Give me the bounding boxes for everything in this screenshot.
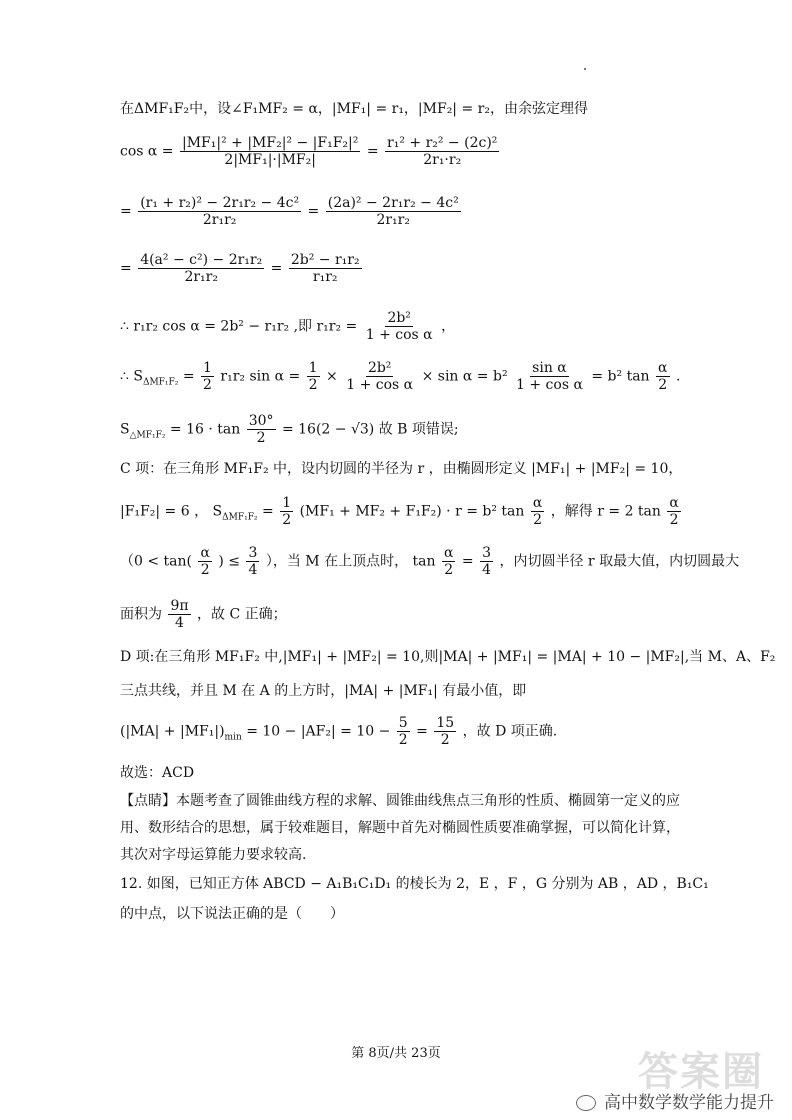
equation-area: ∴ $S_{\Delta MF_1F_2}$ = $\frac{1}{2}$ r₁r₂ sin α = $\frac{1}{2}$ × $\frac{\text{2b²}}{\text{1 + cos α}}$ × sin α = b² $\frac{\text{sin α}}{\text{1 + cos α}}$ = b² tan $\frac{\alpha}{2}$ .	[120, 360, 681, 394]
fraction: $\frac{\text{2b² − r₁r₂}}{\text{r₁r₂}}$	[290, 252, 360, 286]
wechat-icon	[576, 1095, 596, 1111]
fraction: $\frac{\text{r₁² + r₂² − (2c)²}}{\text{2r₁·r₂}}$	[387, 135, 498, 169]
equation-area-value: $S_{\triangle MF_1F_2} = 16 \cdot \tan$ $\frac{30^\circ}{2}$ = 16(2 − √3) 故 B 项错误;	[120, 413, 459, 447]
fraction: $\frac{\text{(r₁ + r₂)² − 2r₁r₂ − 4c²}}{\text{2r₁r₂}}$	[140, 195, 300, 229]
equation-tan-range: （0 < tan( $\frac{\alpha}{2}$ ) ≤ $\frac{3}{4}$ ），当 M 在上顶点时， tan $\frac{\alpha}{2}$ = $\frac{3}{4}$ ，内切圆半径 r 取最大值，内切圆最大	[120, 545, 740, 579]
question-12-cont: 的中点，以下说法正确的是（ ）	[120, 906, 344, 922]
page-footer: 第 8页/共 23页	[351, 1046, 441, 1061]
comment-line-3: 其次对字母运算能力要求较高.	[120, 847, 307, 863]
text-line-d: D 项:在三角形 MF₁F₂ 中,|MF₁| + |MF₂| = 10,则|MA| + |MF₁| = |MA| + 10 − |MF₂|,当 M、A、F₂	[120, 649, 776, 665]
scan-dot	[584, 68, 586, 70]
fraction: $\frac{\text{|MF₁|² + |MF₂|² − |F₁F₂|²}}{\text{2|MF₁|·|MF₂|}}$	[182, 135, 359, 169]
equation-r1r2: ∴ r₁r₂ cos α = 2b² − r₁r₂ ,即 r₁r₂ = $\frac{\text{2b²}}{\text{1 + cos α}}$ ，	[120, 310, 456, 344]
comment-line-1: 【点睛】本题考查了圆锥曲线方程的求解、圆锥曲线焦点三角形的性质、椭圆第一定义的应	[120, 793, 680, 809]
eq-text: cos α =	[120, 143, 174, 160]
text-line-d2: 三点共线，并且 M 在 A 的上方时，|MA| + |MF₁| 有最小值，即	[120, 683, 527, 699]
comment-line-2: 用、数形结合的思想，属于较难题目，解题中首先对椭圆性质要准确掌握，可以简化计算，	[120, 820, 680, 836]
watermark-logo: 答案圈	[638, 1049, 764, 1095]
equation-max-area: 面积为 $\frac{9\pi}{4}$ ，故 C 正确；	[120, 598, 287, 632]
equation-cos-alpha: cos α = $\frac{\text{|MF₁|² + |MF₂|² − |F₁F₂|²}}{\text{2|MF₁|·|MF₂|}}$ = $\frac{\text{r₁² + r₂² − (2c)²}}{\text{2r₁·r₂}}$	[120, 135, 498, 169]
text-line-c: C 项：在三角形 MF₁F₂ 中，设内切圆的半径为 r ，由椭圆形定义 |MF₁| + |MF₂| = 10，	[120, 461, 683, 477]
equation-step-3: = $\frac{\text{4(a² − c²) − 2r₁r₂}}{\text{2r₁r₂}}$ = $\frac{\text{2b² − r₁r₂}}{\text{r₁r₂}}$	[120, 252, 360, 286]
text-line-1: 在ΔMF₁F₂中，设∠F₁MF₂ = α，|MF₁| = r₁，|MF₂| = r₂，由余弦定理得	[120, 101, 588, 117]
fraction: $\frac{\text{(2a)² − 2r₁r₂ − 4c²}}{\text{2r₁r₂}}$	[327, 195, 459, 229]
equation-inradius: |F₁F₂| = 6 ， $S_{\Delta MF_1F_2}$ = $\frac{1}{2}$ (MF₁ + MF₂ + F₁F₂) · r = b² tan $\frac{\alpha}{2}$ ，解得 r = 2 tan $\frac{\alpha}{2}$	[120, 495, 679, 529]
question-12: 12. 如图，已知正方体 ABCD − A₁B₁C₁D₁ 的棱长为 2，E ，F ，G 分别为 AB ，AD ，B₁C₁	[120, 876, 709, 892]
fraction: $\frac{\text{4(a² − c²) − 2r₁r₂}}{\text{2r₁r₂}}$	[140, 252, 263, 286]
fraction: $\frac{\text{2b²}}{\text{1 + cos α}}$	[365, 310, 433, 344]
watermark-caption: 高中数学数学能力提升	[576, 1088, 774, 1113]
answer-line: 故选：ACD	[120, 765, 195, 781]
equation-step-2: = $\frac{\text{(r₁ + r₂)² − 2r₁r₂ − 4c²}}{\text{2r₁r₂}}$ = $\frac{\text{(2a)² − 2r₁r₂ − 4c²}}{\text{2r₁r₂}}$	[120, 195, 459, 229]
watermark	[584, 1040, 774, 1115]
equation-min-value: $(|MA| + |MF_1|)_{min} = 10 - |AF_2| = 10$ − $\frac{5}{2}$ = $\frac{15}{2}$ ，故 D 项正确.	[120, 715, 558, 749]
